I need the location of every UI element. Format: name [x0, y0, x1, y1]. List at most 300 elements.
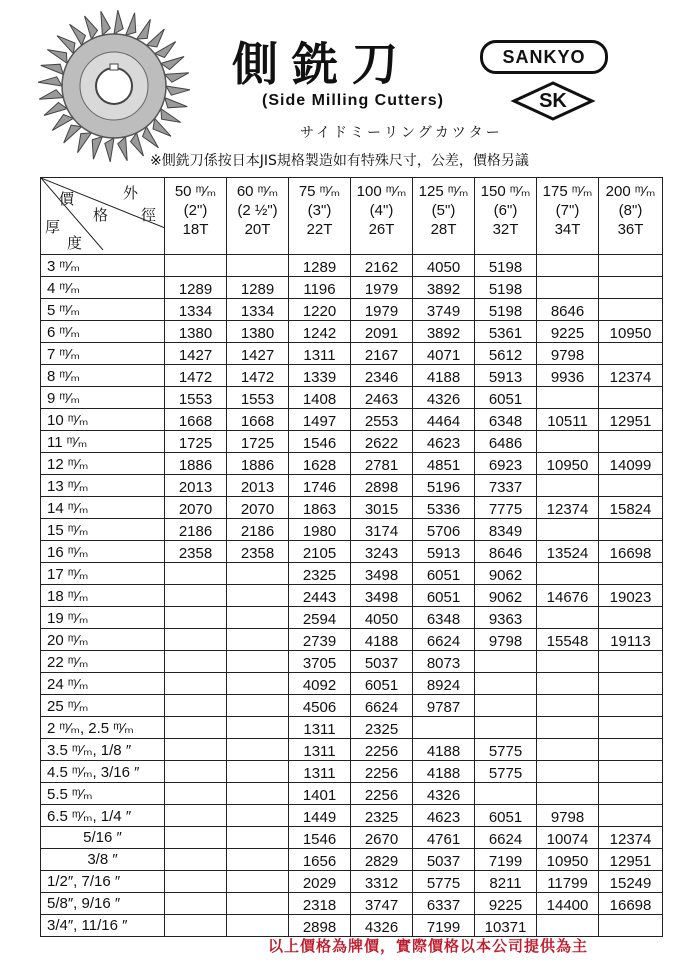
price-cell: [165, 893, 227, 915]
cutter-tooth: [85, 16, 98, 39]
price-cell: 6923: [475, 453, 537, 475]
price-cell: 4188: [413, 761, 475, 783]
price-cell: [537, 695, 599, 717]
corner-spec: 格: [93, 206, 109, 224]
price-cell: 1746: [289, 475, 351, 497]
cutter-tooth: [126, 13, 136, 36]
price-cell: 5913: [475, 365, 537, 387]
price-cell: [599, 299, 663, 321]
price-cell: 10950: [599, 321, 663, 343]
row-label: 3 ᵐ⁄ₘ: [41, 255, 165, 277]
column-header-line1: 175 ᵐ⁄ₘ: [542, 183, 593, 200]
price-cell: 14099: [599, 453, 663, 475]
price-cell: 1311: [289, 717, 351, 739]
price-cell: [475, 673, 537, 695]
price-cell: 4092: [289, 673, 351, 695]
price-cell: [165, 651, 227, 673]
price-cell: 1220: [289, 299, 351, 321]
price-cell: 4071: [413, 343, 475, 365]
table-row: [41, 453, 663, 475]
column-header-line2: (6"): [493, 202, 518, 219]
table-row: [41, 849, 663, 871]
table-row: [41, 431, 663, 453]
price-cell: [165, 739, 227, 761]
price-cell: 6051: [413, 563, 475, 585]
table-row: [41, 607, 663, 629]
column-header: [537, 178, 599, 255]
price-cell: [599, 915, 663, 937]
price-cell: 15824: [599, 497, 663, 519]
table-row: [41, 387, 663, 409]
price-cell: [599, 739, 663, 761]
price-cell: [537, 563, 599, 585]
price-cell: [165, 915, 227, 937]
price-cell: [227, 607, 289, 629]
price-cell: 4761: [413, 827, 475, 849]
price-cell: 6624: [413, 629, 475, 651]
price-cell: 2070: [227, 497, 289, 519]
price-cell: [599, 475, 663, 497]
corner-header: [41, 178, 165, 255]
price-cell: 1980: [289, 519, 351, 541]
price-cell: 9062: [475, 563, 537, 585]
price-cell: 2013: [227, 475, 289, 497]
price-cell: 1289: [227, 277, 289, 299]
price-cell: 10371: [475, 915, 537, 937]
price-cell: 10074: [537, 827, 599, 849]
price-cell: 2670: [351, 827, 413, 849]
price-cell: [165, 629, 227, 651]
price-cell: 8349: [475, 519, 537, 541]
price-cell: [227, 915, 289, 937]
table-row: [41, 673, 663, 695]
price-cell: 2186: [227, 519, 289, 541]
price-cell: 3892: [413, 321, 475, 343]
column-header-line3: 22T: [306, 221, 333, 238]
price-cell: 1725: [165, 431, 227, 453]
price-cell: [227, 695, 289, 717]
price-cell: [599, 695, 663, 717]
price-cell: [165, 827, 227, 849]
price-cell: 10511: [537, 409, 599, 431]
row-label: 22 ᵐ⁄ₘ: [41, 651, 165, 673]
price-cell: 3747: [351, 893, 413, 915]
price-cell: 3174: [351, 519, 413, 541]
cutter-tooth: [166, 86, 190, 95]
price-cell: 2325: [351, 717, 413, 739]
price-cell: [599, 255, 663, 277]
price-cell: 1289: [165, 277, 227, 299]
price-cell: 6051: [475, 387, 537, 409]
price-cell: 19113: [599, 629, 663, 651]
column-header-line3: 34T: [554, 221, 581, 238]
table-row: [41, 717, 663, 739]
table-row: [41, 695, 663, 717]
price-cell: 1339: [289, 365, 351, 387]
cutter-tooth: [114, 10, 123, 34]
price-cell: 6624: [475, 827, 537, 849]
price-cell: [227, 849, 289, 871]
price-cell: 1427: [227, 343, 289, 365]
price-cell: [599, 717, 663, 739]
price-cell: 1289: [289, 255, 351, 277]
price-cell: 5336: [413, 497, 475, 519]
price-cell: 12374: [599, 827, 663, 849]
price-cell: 5706: [413, 519, 475, 541]
cutter-tooth: [41, 64, 64, 74]
cutter-tooth: [64, 125, 82, 143]
price-cell: 3243: [351, 541, 413, 563]
price-cell: 1401: [289, 783, 351, 805]
price-cell: 1380: [227, 321, 289, 343]
price-cell: 2091: [351, 321, 413, 343]
row-label: 6.5 ᵐ⁄ₘ, 1/4 ″: [41, 805, 165, 827]
row-label: 7 ᵐ⁄ₘ: [41, 343, 165, 365]
price-cell: 14400: [537, 893, 599, 915]
cutter-tooth: [92, 137, 102, 160]
column-header: [599, 178, 663, 255]
price-cell: 1472: [165, 365, 227, 387]
row-label: 6 ᵐ⁄ₘ: [41, 321, 165, 343]
price-cell: 5037: [413, 849, 475, 871]
price-cell: [165, 805, 227, 827]
price-cell: 8211: [475, 871, 537, 893]
price-cell: 2463: [351, 387, 413, 409]
row-label: 5/8″, 9/16 ″: [41, 893, 165, 915]
price-cell: 1427: [165, 343, 227, 365]
price-cell: 5198: [475, 299, 537, 321]
row-label: 3.5 ᵐ⁄ₘ, 1/8 ″: [41, 739, 165, 761]
price-cell: 1553: [165, 387, 227, 409]
price-cell: 2325: [351, 805, 413, 827]
price-cell: [537, 607, 599, 629]
price-cell: [413, 717, 475, 739]
row-label: 17 ᵐ⁄ₘ: [41, 563, 165, 585]
price-cell: 16698: [599, 541, 663, 563]
price-cell: 12374: [537, 497, 599, 519]
price-cell: [227, 717, 289, 739]
price-cell: 5198: [475, 255, 537, 277]
price-cell: 2358: [227, 541, 289, 563]
column-header-line1: 200 ᵐ⁄ₘ: [605, 183, 656, 200]
price-cell: [227, 563, 289, 585]
price-cell: [227, 673, 289, 695]
price-cell: 5196: [413, 475, 475, 497]
price-cell: 9062: [475, 585, 537, 607]
price-cell: [227, 893, 289, 915]
price-cell: 6486: [475, 431, 537, 453]
price-cell: 8646: [537, 299, 599, 321]
column-header-line3: 32T: [492, 221, 519, 238]
subtitle-japanese: サイドミーリングカツター: [300, 125, 503, 141]
price-cell: 3892: [413, 277, 475, 299]
price-cell: 10950: [537, 849, 599, 871]
price-cell: 9798: [475, 629, 537, 651]
row-label: 19 ᵐ⁄ₘ: [41, 607, 165, 629]
price-cell: 4623: [413, 431, 475, 453]
column-header: [165, 178, 227, 255]
price-cell: 4326: [351, 915, 413, 937]
price-cell: 9798: [537, 805, 599, 827]
price-cell: 4326: [413, 783, 475, 805]
price-cell: [599, 519, 663, 541]
cutter-tooth: [118, 137, 128, 161]
table-row: [41, 739, 663, 761]
price-cell: 5775: [413, 871, 475, 893]
row-label: 12 ᵐ⁄ₘ: [41, 453, 165, 475]
price-cell: [537, 739, 599, 761]
price-cell: 1668: [227, 409, 289, 431]
price-cell: [599, 563, 663, 585]
price-cell: 12951: [599, 849, 663, 871]
price-cell: 2739: [289, 629, 351, 651]
price-cell: 2898: [351, 475, 413, 497]
price-cell: 7337: [475, 475, 537, 497]
price-cell: [165, 783, 227, 805]
cutter-tooth: [165, 98, 188, 108]
price-cell: [475, 695, 537, 717]
column-header-line1: 150 ᵐ⁄ₘ: [480, 183, 531, 200]
side-milling-cutter-image: [34, 6, 194, 166]
price-cell: [599, 607, 663, 629]
price-cell: 2070: [165, 497, 227, 519]
price-cell: 2256: [351, 739, 413, 761]
price-cell: 9798: [537, 343, 599, 365]
price-cell: [165, 761, 227, 783]
corner-degree: 度: [67, 234, 83, 252]
table-row: [41, 563, 663, 585]
price-cell: 2443: [289, 585, 351, 607]
price-cell: [537, 717, 599, 739]
price-cell: 1979: [351, 277, 413, 299]
price-cell: 4050: [351, 607, 413, 629]
price-cell: [165, 717, 227, 739]
price-cell: 2325: [289, 563, 351, 585]
table-row: [41, 277, 663, 299]
table-row: [41, 871, 663, 893]
price-cell: 1311: [289, 761, 351, 783]
row-label: 1/2″, 7/16 ″: [41, 871, 165, 893]
price-cell: [599, 387, 663, 409]
price-cell: 2162: [351, 255, 413, 277]
table-row: [41, 519, 663, 541]
row-label: 5 ᵐ⁄ₘ: [41, 299, 165, 321]
row-label: 4.5 ᵐ⁄ₘ, 3/16 ″: [41, 761, 165, 783]
column-header: [351, 178, 413, 255]
price-cell: 4188: [413, 739, 475, 761]
price-cell: 1472: [227, 365, 289, 387]
price-cell: [599, 783, 663, 805]
price-cell: 5775: [475, 739, 537, 761]
price-cell: 1628: [289, 453, 351, 475]
column-header-line1: 50 ᵐ⁄ₘ: [174, 183, 217, 200]
table-row: [41, 475, 663, 497]
column-header-line2: (4"): [369, 202, 394, 219]
price-cell: 1886: [227, 453, 289, 475]
price-cell: 1668: [165, 409, 227, 431]
price-cell: [537, 277, 599, 299]
price-cell: 4050: [413, 255, 475, 277]
table-row: [41, 343, 663, 365]
price-cell: 2318: [289, 893, 351, 915]
price-cell: 1242: [289, 321, 351, 343]
price-cell: [227, 629, 289, 651]
column-header-line2: (2"): [183, 202, 208, 219]
column-header-line3: 36T: [617, 221, 644, 238]
column-header-line2: (2 ½"): [237, 202, 278, 219]
price-cell: 6348: [413, 607, 475, 629]
price-cell: 3498: [351, 585, 413, 607]
column-header: [475, 178, 537, 255]
column-header: [289, 178, 351, 255]
price-cell: 4506: [289, 695, 351, 717]
row-label: 14 ᵐ⁄ₘ: [41, 497, 165, 519]
price-cell: [599, 651, 663, 673]
price-cell: 1863: [289, 497, 351, 519]
corner-outer: 外: [123, 184, 139, 202]
page-title: 側銑刀: [232, 37, 412, 91]
cutter-tooth: [105, 138, 114, 162]
column-header-line2: (3"): [307, 202, 332, 219]
price-cell: 1334: [165, 299, 227, 321]
price-cell: 14676: [537, 585, 599, 607]
price-cell: 2346: [351, 365, 413, 387]
cutter-tooth: [146, 29, 164, 47]
cutter-tooth: [137, 19, 151, 39]
price-cell: [165, 255, 227, 277]
price-cell: 2029: [289, 871, 351, 893]
price-cell: [165, 607, 227, 629]
price-cell: 1546: [289, 827, 351, 849]
table-row: [41, 409, 663, 431]
price-cell: 1196: [289, 277, 351, 299]
price-cell: 2829: [351, 849, 413, 871]
price-table: [40, 177, 663, 937]
column-header-line1: 60 ᵐ⁄ₘ: [236, 183, 279, 200]
price-cell: [165, 563, 227, 585]
price-cell: [537, 651, 599, 673]
price-cell: 5612: [475, 343, 537, 365]
row-label: 9 ᵐ⁄ₘ: [41, 387, 165, 409]
price-cell: [599, 761, 663, 783]
price-cell: [227, 871, 289, 893]
table-row: [41, 783, 663, 805]
price-cell: [599, 277, 663, 299]
row-label: 18 ᵐ⁄ₘ: [41, 585, 165, 607]
row-label: 25 ᵐ⁄ₘ: [41, 695, 165, 717]
price-cell: 5913: [413, 541, 475, 563]
price-cell: 4188: [413, 365, 475, 387]
brand-badge: SANKYO: [480, 40, 608, 74]
price-cell: [227, 827, 289, 849]
column-header-line3: 28T: [430, 221, 457, 238]
price-cell: 3498: [351, 563, 413, 585]
footer-disclaimer: 以上價格為牌價，實際價格以本公司提供為主: [268, 937, 589, 955]
price-cell: [165, 871, 227, 893]
price-cell: 2553: [351, 409, 413, 431]
price-cell: [537, 673, 599, 695]
price-cell: [599, 805, 663, 827]
price-cell: 5775: [475, 761, 537, 783]
price-cell: [537, 783, 599, 805]
table-row: [41, 761, 663, 783]
subtitle-english: (Side Milling Cutters): [262, 92, 444, 109]
price-cell: [475, 783, 537, 805]
row-label: 5.5 ᵐ⁄ₘ: [41, 783, 165, 805]
cutter-tooth: [38, 77, 62, 86]
price-cell: 1408: [289, 387, 351, 409]
price-cell: 6348: [475, 409, 537, 431]
table-row: [41, 541, 663, 563]
price-cell: 7199: [475, 849, 537, 871]
price-cell: [537, 519, 599, 541]
row-label: 4 ᵐ⁄ₘ: [41, 277, 165, 299]
row-label: 5/16 ″: [41, 827, 165, 849]
price-cell: 1334: [227, 299, 289, 321]
row-label: 8 ᵐ⁄ₘ: [41, 365, 165, 387]
table-row: [41, 827, 663, 849]
price-cell: 6051: [413, 585, 475, 607]
price-cell: [165, 695, 227, 717]
price-cell: 9936: [537, 365, 599, 387]
price-cell: [599, 673, 663, 695]
column-header-line2: (5"): [431, 202, 456, 219]
price-cell: [227, 651, 289, 673]
cutter-tooth: [161, 57, 184, 70]
price-cell: [165, 585, 227, 607]
price-cell: 1656: [289, 849, 351, 871]
price-cell: 6051: [475, 805, 537, 827]
price-cell: [227, 783, 289, 805]
row-label: 24 ᵐ⁄ₘ: [41, 673, 165, 695]
price-cell: 3312: [351, 871, 413, 893]
table-row: [41, 915, 663, 937]
price-cell: 2167: [351, 343, 413, 365]
price-cell: [599, 431, 663, 453]
price-cell: 6337: [413, 893, 475, 915]
price-cell: 10950: [537, 453, 599, 475]
cutter-tooth: [44, 103, 67, 116]
price-cell: [537, 475, 599, 497]
price-cell: 1979: [351, 299, 413, 321]
table-row: [41, 629, 663, 651]
price-cell: 2105: [289, 541, 351, 563]
spec-note: ※側銑刀係按日本JIS規格製造如有特殊尺寸，公差，價格另議: [150, 153, 529, 169]
price-cell: 11799: [537, 871, 599, 893]
price-cell: 6624: [351, 695, 413, 717]
price-cell: [537, 255, 599, 277]
price-cell: [227, 585, 289, 607]
price-cell: 8073: [413, 651, 475, 673]
header-row: [41, 178, 663, 255]
table-row: [41, 299, 663, 321]
price-cell: 4623: [413, 805, 475, 827]
price-cell: 9225: [475, 893, 537, 915]
price-cell: 4464: [413, 409, 475, 431]
price-cell: 9363: [475, 607, 537, 629]
price-cell: 8924: [413, 673, 475, 695]
price-cell: 1311: [289, 739, 351, 761]
column-header-line2: (7"): [555, 202, 580, 219]
price-cell: [537, 431, 599, 453]
price-cell: 2256: [351, 783, 413, 805]
price-cell: 1497: [289, 409, 351, 431]
price-cell: 1449: [289, 805, 351, 827]
price-cell: 4326: [413, 387, 475, 409]
price-cell: 5361: [475, 321, 537, 343]
price-cell: 4188: [351, 629, 413, 651]
price-cell: 2781: [351, 453, 413, 475]
